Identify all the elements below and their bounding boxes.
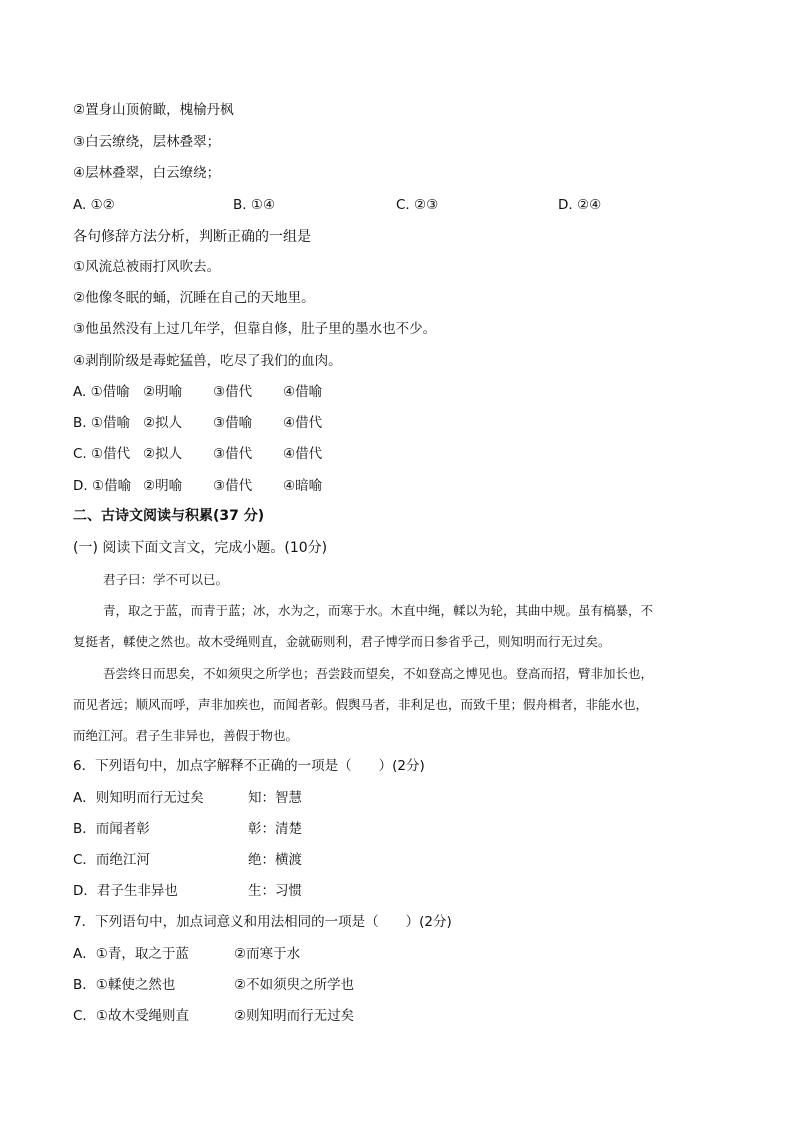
q7-option-c: C．①故木受绳则直 [73, 1008, 190, 1024]
passage-line-4: 吾尝终日而思矣，不如须臾之所学也；吾尝跂而望矣，不如登高之博见也。登高而招，臂非加长也， [103, 666, 654, 681]
choice-b: B. ①④ [233, 197, 276, 213]
passage-line-6: 而绝江河。君子生非异也，善假于物也。 [73, 728, 299, 743]
rhetoric-sentence-1: ①风流总被雨打风吹去。 [73, 259, 221, 275]
q6-a-gloss: 知：智慧 [248, 790, 302, 806]
section-2-title: 二、古诗文阅读与积累(37 分) [73, 508, 265, 524]
passage-line-2: 青，取之于蓝，而青于蓝；冰，水为之，而寒于水。木直中绳，輮以为轮，其曲中规。虽有槁暴，不 [103, 603, 654, 618]
q6-stem: 6．下列语句中，加点字解释不正确的一项是（ ）(2分) [73, 758, 425, 774]
item-4: ④层林叠翠，白云缭绕； [73, 165, 221, 181]
q6-b-text: B．而闻者彰 [73, 821, 150, 837]
rc-c3: ③借代 [213, 446, 253, 462]
q7-option-c2: ②则知明而行无过矣 [234, 1008, 355, 1024]
rc-b4: ④借代 [283, 415, 323, 431]
q6-c-gloss: 绝：横渡 [248, 852, 302, 868]
q6-option-c [73, 851, 150, 869]
q7-option-a2: ②而寒于水 [234, 946, 301, 962]
choice-c: C. ②③ [396, 197, 439, 213]
q6-b-gloss: 彰：清楚 [248, 821, 302, 837]
q7-option-b2: ②不如须臾之所学也 [234, 977, 355, 993]
passage-line-1: 君子曰：学不可以已。 [103, 572, 229, 587]
q6-option-d [73, 882, 178, 900]
q7-option-b: B．①輮使之然也 [73, 977, 176, 993]
rc-b2: ②拟人 [143, 415, 183, 431]
rhetoric-choice-d [73, 477, 322, 495]
rc-d3: ③借代 [213, 478, 253, 494]
part-1-title: (一) 阅读下面文言文，完成小题。(10分) [73, 540, 328, 556]
q6-option-a [73, 789, 204, 807]
rhetoric-sentence-3: ③他虽然没有上过几年学，但靠自修，肚子里的墨水也不少。 [73, 321, 437, 337]
rc-a2: ②明喻 [143, 384, 183, 400]
choice-d: D. ②④ [558, 197, 602, 213]
rc-b1: B. ①借喻 [73, 415, 130, 431]
rc-c1: C. ①借代 [73, 446, 131, 462]
q6-option-b [73, 820, 150, 838]
rc-a3: ③借代 [213, 384, 253, 400]
rhetoric-choice-c [73, 445, 322, 463]
q7-stem: 7．下列语句中，加点词意义和用法相同的一项是（ ）(2分) [73, 914, 452, 930]
rhetoric-choice-a [73, 383, 322, 401]
rhetoric-choice-b [73, 414, 322, 432]
rhetoric-sentence-2: ②他像冬眠的蛹，沉睡在自己的天地里。 [73, 290, 315, 306]
passage-line-3: 复挺者，輮使之然也。故木受绳则直，金就砺则利，君子博学而日参省乎己，则知明而行无过矣。 [73, 634, 611, 649]
rc-a1: A. ①借喻 [73, 384, 130, 400]
rc-d2: ②明喻 [143, 478, 183, 494]
rc-d4: ④暗喻 [283, 478, 323, 494]
item-2: ②置身山顶俯瞰，槐榆丹枫 [73, 102, 234, 118]
rc-a4: ④借喻 [283, 384, 323, 400]
rc-b3: ③借喻 [213, 415, 253, 431]
rhetoric-stem: 各句修辞方法分析，判断正确的一组是 [73, 229, 311, 245]
passage-line-5: 而见者远；顺风而呼，声非加疾也，而闻者彰。假舆马者，非利足也，而致千里；假舟楫者，非能水也， [73, 697, 649, 712]
q7-option-a: A．①青，取之于蓝 [73, 946, 189, 962]
q6-a-text: A．则知明而行无过矣 [73, 790, 204, 806]
q6-d-text: D．君子生非异也 [73, 883, 178, 899]
rc-d1: D. ①借喻 [73, 478, 132, 494]
q6-c-text: C．而绝江河 [73, 852, 150, 868]
rc-c4: ④借代 [283, 446, 323, 462]
choice-a: A. ①② [73, 197, 115, 213]
rhetoric-sentence-4: ④剥削阶级是毒蛇猛兽，吃尽了我们的血肉。 [73, 353, 342, 369]
q6-d-gloss: 生：习惯 [248, 883, 302, 899]
item-3: ③白云缭绕，层林叠翠； [73, 134, 221, 150]
rc-c2: ②拟人 [143, 446, 183, 462]
